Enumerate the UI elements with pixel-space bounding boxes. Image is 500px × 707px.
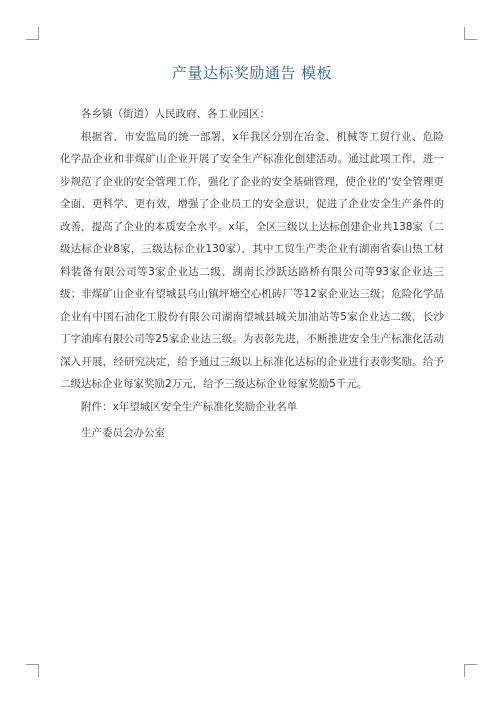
- document-title: 产量达标奖励通告 模板: [171, 64, 333, 82]
- body-paragraph: 根据省、市安监局的统一部署，x年我区分别在冶金、机械等工贸行业、危险化学品企业和非煤矿山企业开展了安全生产标准化创建活动。通过此项工作，进一步规范了企业的安全管理工作，强化了企业的安全基础管理，使企业的‘安全管理更全面、更科学、更有效，增强了企业员工的安全意识，促进了企业安全生产条件的改善，提高了企业的本质安全水平。x年，全区三级以上达标创建企业共138家（二级达标企业8家，三级达标企业130家），其中工贸生产类企业有湖南省泰山热工材料装备有限公司等3家企业达二级、湖南长沙跃达路桥有限公司等93家企业达三级；非煤矿山企业有望城县乌山镇坪塘空心机砖厂等12家企业达三级；危险化学品企业有中国石油化工股份有限公司湖南望城县城关加油站等5家企业达二级，长沙丁字油库有限公司等25家企业达三级。为表彰先进，不断推进安全生产标准化活动深入开展，经研究决定，给予通过三级以上标准化达标的企业进行表彰奖励。给予二级达标企业每家奖励2万元，给予三级达标企业每家奖励5千元。: [60, 130, 444, 390]
- document-page: [60, 62, 444, 445]
- crop-mark-top-right: [464, 27, 477, 40]
- salutation: 各乡镇（街道）人民政府、各工业园区：: [81, 108, 270, 120]
- crop-mark-bottom-right: [464, 664, 477, 677]
- signature: 生产委员会办公室: [81, 427, 165, 439]
- crop-mark-bottom-left: [26, 664, 39, 677]
- crop-mark-top-left: [26, 27, 39, 40]
- attachment-line: 附件：x年望城区安全生产标准化奖励企业名单: [81, 400, 298, 413]
